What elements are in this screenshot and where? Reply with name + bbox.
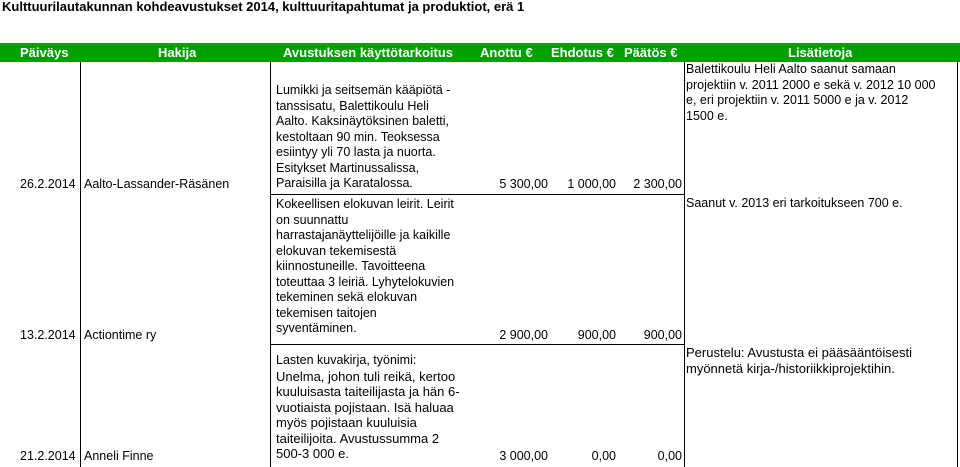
text-line: myönnetä kirja-/historiikkiprojektihin. (686, 360, 895, 376)
text-line: esiintyy yli 70 lasta ja nuorta. (276, 145, 436, 159)
cell-lisatietoja (686, 345, 912, 376)
header-paatos: Päätös € (624, 45, 678, 60)
text-line: Lumikki ja seitsemän kääpiötä - (276, 83, 451, 97)
header-kayttotarkoitus: Avustuksen käyttötarkoitus (283, 45, 454, 60)
cell-paivays: 21.2.2014 (20, 449, 76, 463)
text-line: Aalto. Kaksinäytöksinen baletti, (276, 114, 450, 128)
text-line: syventäminen. (276, 321, 357, 335)
table-row (0, 345, 960, 467)
header-lisatietoja: Lisätietoja (788, 45, 853, 60)
cell-ehdotus: 900,00 (577, 328, 616, 342)
text-line: Kokeellisen elokuvan leirit. Leirit (276, 197, 454, 211)
text-line: Paraisilla ja Karatalossa. (276, 176, 413, 190)
text-line: Balettikoulu Heli Aalto saanut samaan (686, 62, 896, 76)
cell-paatos: 0,00 (657, 449, 682, 463)
cell-ehdotus: 0,00 (591, 449, 616, 463)
cell-anottu: 5 300,00 (499, 177, 548, 191)
text-line: kuuluisasta taiteilijasta ja hän 6- (276, 384, 460, 399)
text-line: myös pojistaan kuuluisia (276, 415, 417, 430)
text-line: tekeminen sekä elokuvan (276, 290, 418, 304)
cell-hakija: Actiontime ry (84, 328, 157, 342)
text-line: tekemisen taitojen (276, 305, 377, 320)
text-line: Esitykset Martinussalissa, (276, 160, 420, 175)
cell-hakija: Anneli Finne (84, 449, 154, 463)
text-line: taiteilijoita. Avustussumma 2 (276, 430, 440, 446)
text-line: on suunnattu (276, 212, 349, 227)
cell-kayttotarkoitus (276, 83, 450, 192)
cell-lisatietoja (686, 196, 903, 212)
header-anottu: Anottu € (480, 45, 533, 60)
table-row (0, 195, 960, 344)
text-line: 500-3 000 e. (276, 446, 350, 461)
cell-hakija: Aalto-Lassander-Räsänen (84, 177, 230, 191)
table-header (0, 43, 960, 62)
document-title: Kulttuurilautakunnan kohdeavustukset 2014, kulttuuritapahtumat ja produktiot, erä 1 (2, 0, 525, 14)
cell-kayttotarkoitus (276, 353, 460, 462)
table-row (0, 62, 960, 194)
text-line: Lasten kuvakirja, työnimi: (276, 353, 417, 367)
header-ehdotus: Ehdotus € (551, 45, 614, 60)
text-line: vuotiaista pojistaan. Isä haluaa (276, 399, 454, 415)
cell-anottu: 2 900,00 (499, 328, 548, 342)
text-line: projektiin v. 2011 2000 e sekä v. 2012 10 000 (686, 77, 936, 92)
header-hakija: Hakija (158, 45, 197, 60)
text-line: toteuttaa 3 leiriä. Lyhytelokuvien (276, 274, 455, 289)
text-line: e, eri projektiin v. 2011 5000 e ja v. 2012 (686, 93, 909, 107)
text-line: harrastajanäyttelijöille ja kaikille (276, 228, 451, 242)
cell-kayttotarkoitus (276, 197, 454, 337)
header-paivays: Päiväys (20, 45, 69, 60)
cell-lisatietoja (686, 62, 935, 124)
cell-paivays: 13.2.2014 (20, 328, 76, 342)
text-line: tanssisatu, Balettikoulu Heli (276, 98, 429, 113)
cell-paatos: 2 300,00 (633, 177, 682, 191)
text-line: kiinnostuneille. Tavoitteena (276, 259, 426, 273)
cell-paatos: 900,00 (643, 328, 682, 342)
cell-anottu: 3 000,00 (499, 449, 548, 463)
text-line: Unelma, johon tuli reikä, kertoo (276, 368, 456, 384)
text-line: 1500 e. (686, 108, 728, 123)
cell-paivays: 26.2.2014 (20, 177, 76, 191)
cell-ehdotus: 1 000,00 (567, 177, 616, 191)
text-line: elokuvan tekemisestä (276, 243, 397, 258)
text-line: kestoltaan 90 min. Teoksessa (276, 129, 440, 144)
text-line: Saanut v. 2013 eri tarkoitukseen 700 e. (686, 196, 903, 210)
text-line: Perustelu: Avustusta ei pääsääntöisesti (686, 345, 912, 360)
